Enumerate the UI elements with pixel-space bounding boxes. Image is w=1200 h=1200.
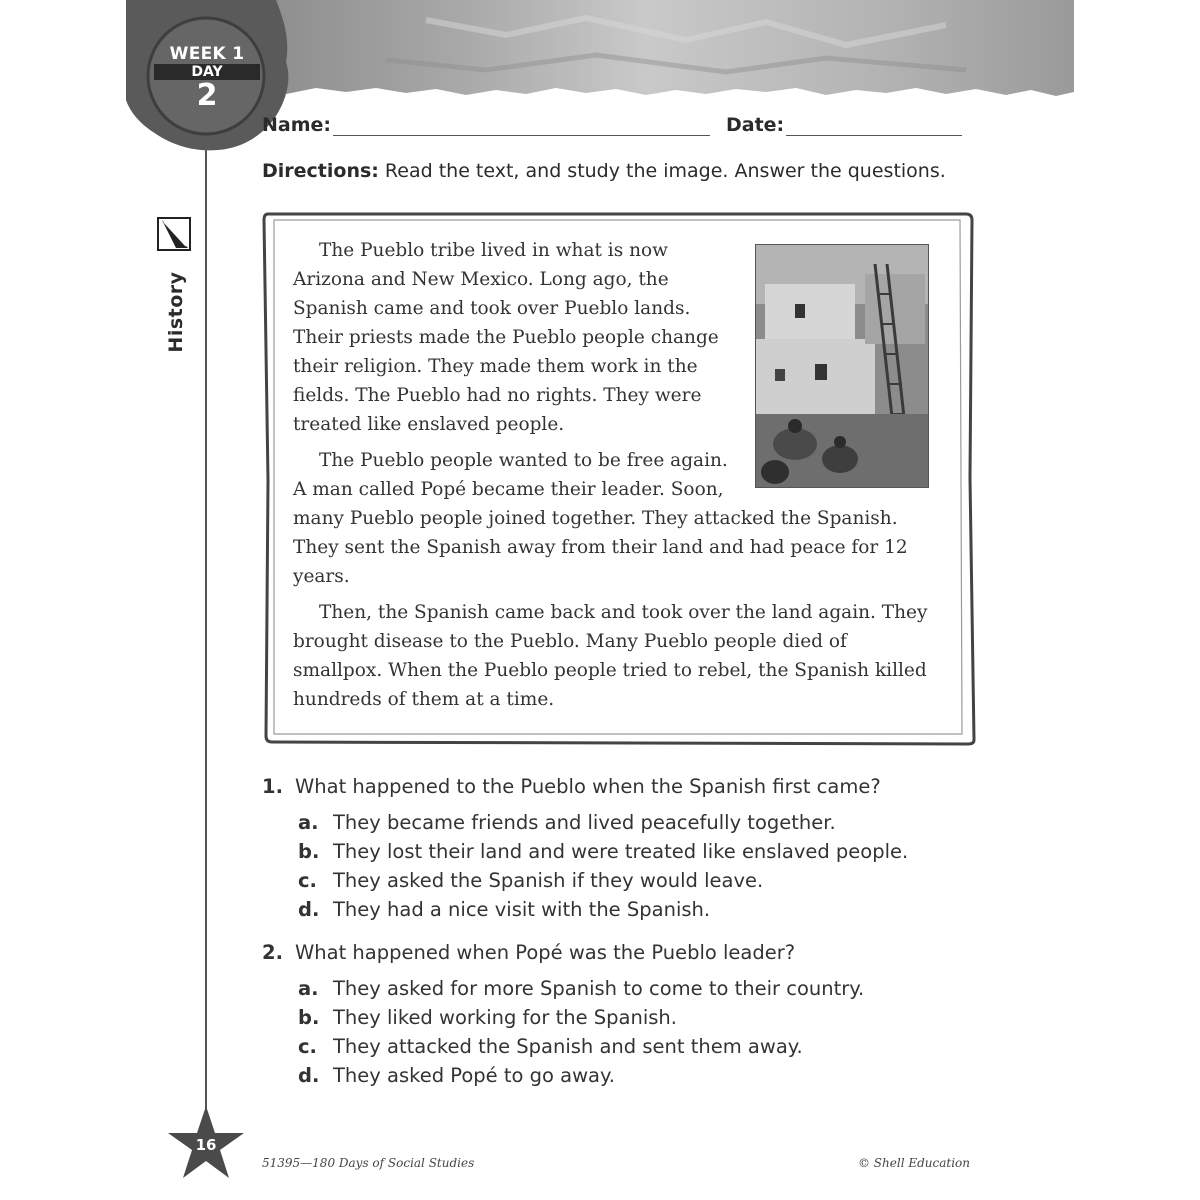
answer-option[interactable] [298, 866, 982, 895]
page-number: 16 [195, 1136, 217, 1154]
option-letter: d. [298, 898, 320, 921]
quill-pen-icon [156, 214, 192, 252]
reading-passage [293, 236, 929, 721]
question-2 [262, 936, 982, 1090]
question-1 [262, 770, 982, 924]
option-text: They liked working for the Spanish. [333, 1006, 677, 1029]
margin-rule [205, 140, 207, 1140]
subject-label: History [165, 271, 187, 353]
passage-paragraph: Then, the Spanish came back and took over the land again. They brought disease to the Pueblo. Many Pueblo people died of smallpox. When the Pueblo people tried to rebel, the Spanish killed hundreds of them at a time. [293, 602, 928, 710]
option-text: They attacked the Spanish and sent them away. [333, 1035, 803, 1058]
directions-text: Read the text, and study the image. Answer the questions. [378, 160, 946, 182]
name-label: Name: [262, 114, 332, 136]
answer-option[interactable] [298, 837, 982, 866]
badge-day-number: 2 [196, 78, 218, 113]
answer-option[interactable] [298, 1061, 982, 1090]
option-letter: b. [298, 840, 320, 863]
option-text: They had a nice visit with the Spanish. [333, 898, 711, 921]
option-letter: a. [298, 977, 319, 1000]
pueblo-photo [755, 244, 929, 488]
answer-options [262, 808, 982, 924]
directions [262, 160, 982, 182]
answer-option[interactable] [298, 974, 982, 1003]
date-field[interactable] [786, 135, 962, 136]
option-text: They asked the Spanish if they would leave. [333, 869, 764, 892]
option-text: They lost their land and were treated like enslaved people. [333, 840, 909, 863]
question-list [262, 770, 982, 1102]
answer-option[interactable] [298, 808, 982, 837]
option-letter: c. [298, 869, 317, 892]
answer-options [262, 974, 982, 1090]
option-text: They asked for more Spanish to come to their country. [333, 977, 865, 1000]
question-number: 1. [262, 774, 283, 798]
directions-label: Directions: [262, 160, 379, 182]
question-text: What happened when Popé was the Pueblo leader? [295, 940, 796, 964]
question-number: 2. [262, 940, 283, 964]
option-text: They became friends and lived peacefully together. [333, 811, 836, 834]
passage-paragraph: The Pueblo people wanted to be free again. A man called Popé became their leader. Soon, many Pueblo people joined together. They attacked the Spanish. They sent the Spanish away from their land and had peace for 12 years. [293, 450, 908, 587]
option-letter: c. [298, 1035, 317, 1058]
question-text: What happened to the Pueblo when the Spanish first came? [295, 774, 881, 798]
question-stem [262, 770, 982, 802]
option-letter: a. [298, 811, 319, 834]
answer-option[interactable] [298, 1003, 982, 1032]
option-letter: b. [298, 1006, 320, 1029]
badge-week-label: WEEK 1 [169, 44, 245, 64]
name-field[interactable] [333, 135, 710, 136]
date-label: Date: [726, 114, 785, 136]
passage-paragraph: The Pueblo tribe lived in what is now Arizona and New Mexico. Long ago, the Spanish came and took over Pueblo lands. Their priests made the Pueblo people change their religion. They made them work in the fields. The Pueblo had no rights. They were treated like enslaved people. [293, 240, 719, 435]
question-stem [262, 936, 982, 968]
badge-day-label: DAY [154, 64, 260, 80]
answer-option[interactable] [298, 1032, 982, 1061]
footer-book-title: 51395—180 Days of Social Studies [262, 1156, 475, 1170]
option-letter: d. [298, 1064, 320, 1087]
footer-publisher: © Shell Education [857, 1156, 970, 1170]
answer-option[interactable] [298, 895, 982, 924]
option-text: They asked Popé to go away. [333, 1064, 615, 1087]
